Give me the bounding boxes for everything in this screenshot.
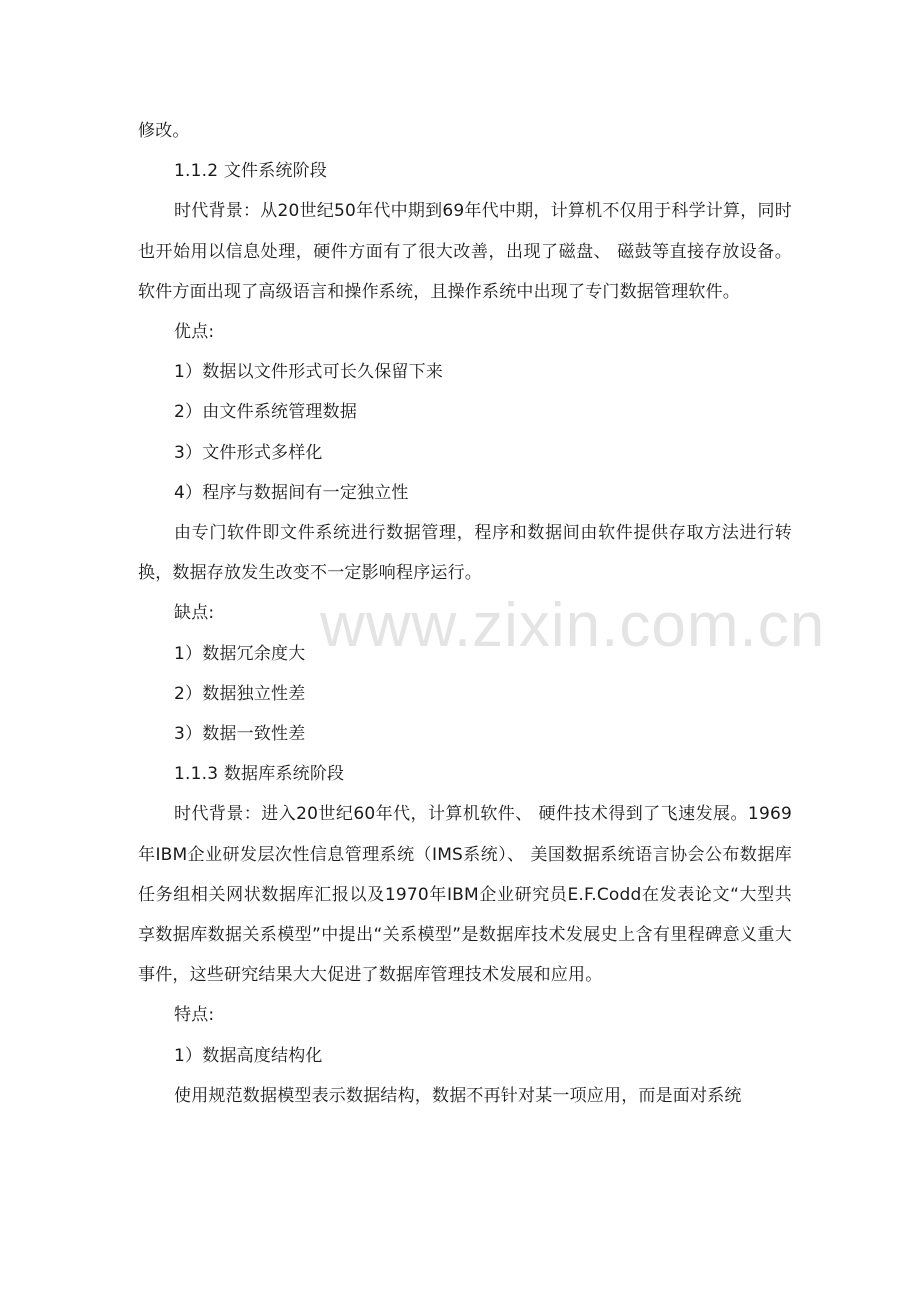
list-item-disadvantage-1: 1）数据冗余度大 bbox=[174, 643, 306, 664]
list-item-advantage-1: 1）数据以文件形式可长久保留下来 bbox=[174, 362, 444, 383]
list-item-advantage-4: 4）程序与数据间有一定独立性 bbox=[174, 482, 409, 503]
features-label: 特点: bbox=[174, 1005, 215, 1026]
list-item-disadvantage-3: 3）数据一致性差 bbox=[174, 724, 306, 745]
paragraph-continuation: 修改。 bbox=[138, 121, 190, 141]
document-body bbox=[138, 111, 792, 1116]
paragraph-database-background: 时代背景：进入20世纪60年代，计算机软件、 硬件技术得到了飞速发展。1969年IBM企业研发层次性信息管理系统（IMS系统）、 美国数据系统语言协会公布数据库任务组相关网状数据库汇报以及1970年IBM企业研究员E.F.Codd在发表论文“大型共享数据库数据关系模型”中提出“关系模型”是数据库技术发展史上含有里程碑意义重大事件，这些研究结果大大促进了数据库管理技术发展和应用。 bbox=[138, 804, 792, 986]
advantages-label: 优点: bbox=[174, 322, 215, 343]
list-item-feature-1: 1）数据高度结构化 bbox=[174, 1045, 323, 1066]
section-heading-database-system: 1.1.3 数据库系统阶段 bbox=[174, 764, 345, 785]
paragraph-data-model: 使用规范数据模型表示数据结构，数据不再针对某一项应用，而是面对系统 bbox=[174, 1085, 742, 1106]
paragraph-file-system-background: 时代背景：从20世纪50年代中期到69年代中期，计算机不仅用于科学计算，同时也开始用以信息处理，硬件方面有了很大改善，出现了磁盘、 磁鼓等直接存放设备。软件方面出现了高级语言和操作系统，且操作系统中出现了专门数据管理软件。 bbox=[138, 201, 792, 302]
section-heading-file-system: 1.1.2 文件系统阶段 bbox=[174, 161, 328, 182]
site-watermark: www.zixin.com.cn bbox=[320, 591, 826, 660]
list-item-disadvantage-2: 2）数据独立性差 bbox=[174, 683, 306, 704]
list-item-advantage-2: 2）由文件系统管理数据 bbox=[174, 402, 358, 423]
list-item-advantage-3: 3）文件形式多样化 bbox=[174, 442, 323, 463]
disadvantages-label: 缺点: bbox=[174, 603, 215, 624]
paragraph-file-system-management: 由专门软件即文件系统进行数据管理，程序和数据间由软件提供存取方法进行转换，数据存放发生改变不一定影响程序运行。 bbox=[138, 523, 792, 584]
